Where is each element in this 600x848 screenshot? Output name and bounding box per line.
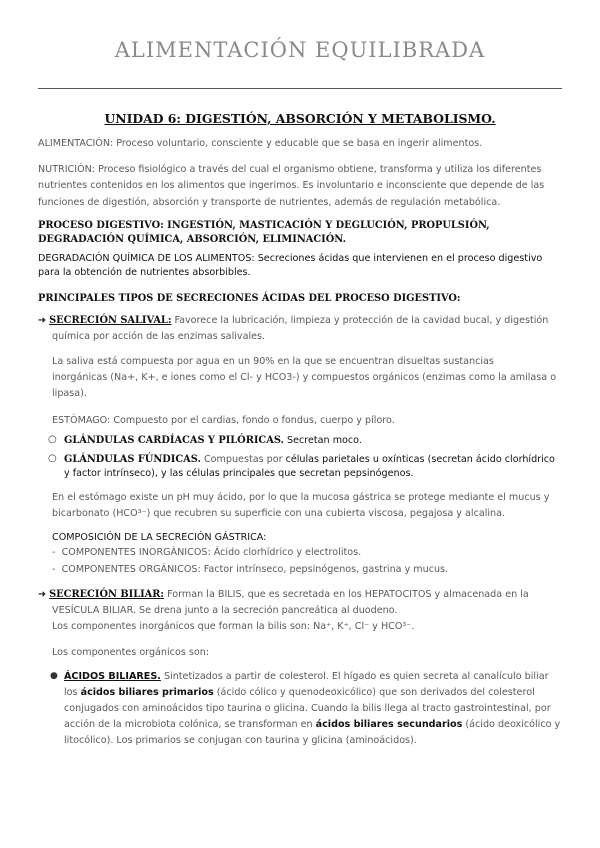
acidos-line-2 <box>64 685 535 700</box>
filled-bullet-icon: ● <box>50 671 58 681</box>
nutricion-line-3: funciones de digestión, absorción y transporte de nutrientes, además de regulación metabólica. <box>38 197 501 208</box>
glandulas-cardiacas <box>64 433 362 448</box>
proceso-heading-line-2: DEGRADACIÓN QUÍMICA, ABSORCIÓN, ELIMINACIÓN. <box>38 234 347 245</box>
acidos-l4c: (ácido deoxicólico y <box>462 719 561 730</box>
degradacion-line-1 <box>38 251 542 266</box>
composicion-item-organicos: - COMPONENTES ORGÁNICOS: Factor intrínseco, pepsinógenos, gastrina y mucus. <box>52 564 449 575</box>
salival-text: Favorece la lubricación, limpieza y protección de la cavidad bucal, y digestión <box>171 315 549 326</box>
principales-heading: PRINCIPALES TIPOS DE SECRECIONES ÁCIDAS DEL PROCESO DIGESTIVO: <box>38 293 461 304</box>
composicion-item-organicos-text: COMPONENTES ORGÁNICOS: Factor intrínseco, pepsinógenos, gastrina y mucus. <box>61 564 449 575</box>
salival-line-1 <box>38 313 548 328</box>
glandulas-fundicas-bold: células parietales u oxínticas (secretan ácido clorhídrico <box>285 454 555 465</box>
hollow-bullet-icon: ○ <box>48 453 57 464</box>
acidos-line-5: litocólico). Los primarios se conjugan con taurina y glicina (aminoácidos). <box>64 735 417 746</box>
nutricion-line-2: nutrientes contenidos en los alimentos que ingerimos. Es involuntario e inconsciente que depende de las <box>38 180 545 191</box>
glandulas-fundicas-line-1 <box>64 452 555 467</box>
saliva-para-line-2: inorgánicas (Na+, K+, e iones como el Cl- y HCO3-) y compuestos orgánicos (enzimas como la amilasa o <box>52 372 557 383</box>
glandulas-cardiacas-label: GLÁNDULAS CARDÍACAS Y PILÓRICAS. <box>64 435 284 446</box>
acidos-primarios: ácidos biliares primarios <box>80 687 214 698</box>
estomago-para-line-1: En el estómago existe un pH muy ácido, por lo que la mucosa gástrica se protege mediante el mucus y <box>52 492 550 503</box>
document-title: ALIMENTACIÓN EQUILIBRADA <box>114 38 486 62</box>
estomago-para-line-2: bicarbonato (HCO³⁻) que recubren su superficie con una cubierta viscosa, pegajosa y alcalina. <box>52 508 506 519</box>
biliar-line-1 <box>38 587 529 602</box>
acidos-label: ÁCIDOS BILIARES. <box>64 671 161 682</box>
saliva-para-line-3: lipasa). <box>52 388 87 399</box>
unit-heading: UNIDAD 6: DIGESTIÓN, ABSORCIÓN Y METABOLISMO. <box>104 111 496 126</box>
proceso-heading-line-1: PROCESO DIGESTIVO: INGESTIÓN, MASTICACIÓN Y DEGLUCIÓN, PROPULSIÓN, <box>38 220 490 231</box>
saliva-para-line-1: La saliva está compuesta por agua en un 90% en la que se encuentran disueltas sustancias <box>52 356 494 367</box>
acidos-secundarios: ácidos biliares secundarios <box>315 719 463 730</box>
degradacion-text: Secreciones ácidas que intervienen en el proceso digestivo <box>254 253 543 264</box>
composicion-item-inorganicos-text: COMPONENTES INORGÁNICOS: Ácido clorhídrico y electrolitos. <box>61 547 362 558</box>
acidos-line-1 <box>64 669 549 684</box>
acidos-line-3: conjugados con aminoácidos tipo taurina o glicina. Cuando la bilis llega al tracto gastrointestinal, por <box>64 703 551 714</box>
alimentacion-definition: ALIMENTACIÓN: Proceso voluntario, consciente y educable que se basa en ingerir alimentos. <box>38 138 483 149</box>
glandulas-fundicas-label: GLÁNDULAS FÚNDICAS. <box>64 454 201 465</box>
nutricion-line-1: NUTRICIÓN: Proceso fisiológico a través del cual el organismo obtiene, transforma y utiliza los diferentes <box>38 164 542 175</box>
salival-label: SECRECIÓN SALIVAL: <box>49 315 172 326</box>
arrow-icon: ➔ <box>38 315 47 326</box>
salival-line-2: química por acción de las enzimas salivales. <box>52 331 266 342</box>
acidos-line-4 <box>64 717 560 732</box>
glandulas-fundicas-text: Compuestas por <box>200 454 286 465</box>
glandulas-fundicas-line-2: y factor intrínseco), y las células principales que secretan pepsinógenos. <box>64 468 414 479</box>
biliar-line-2: VESÍCULA BILIAR. Se drena junto a la secreción pancreática al duodeno. <box>52 605 398 616</box>
acidos-l1: Sintetizados a partir de colesterol. El hígado es quien secreta al canalículo biliar <box>160 671 549 682</box>
composicion-heading: COMPOSICIÓN DE LA SECRECIÓN GÁSTRICA: <box>52 532 267 543</box>
glandulas-cardiacas-text: Secretan moco. <box>283 435 362 446</box>
biliar-text: Forman la BILIS, que es secretada en los HEPATOCITOS y almacenada en la <box>164 589 529 600</box>
title-divider <box>38 88 562 89</box>
acidos-l2a: los <box>64 687 81 698</box>
acidos-l4a: acción de la microbiota colónica, se transforman en <box>64 719 316 730</box>
acidos-l2c: (ácido cólico y quenodeoxicólico) que son derivados del colesterol <box>213 687 535 698</box>
arrow-icon: ➔ <box>38 589 47 600</box>
organicos-intro: Los componentes orgánicos son: <box>52 647 210 658</box>
biliar-label: SECRECIÓN BILIAR: <box>49 589 165 600</box>
biliar-line-3: Los componentes inorgánicos que forman la bilis son: Na⁺, K⁺, Cl⁻ y HCO³⁻. <box>52 621 415 632</box>
degradacion-line-2: para la obtención de nutrientes absorbibles. <box>38 267 251 278</box>
composicion-item-inorganicos: - COMPONENTES INORGÁNICOS: Ácido clorhídrico y electrolitos. <box>52 547 362 558</box>
hollow-bullet-icon: ○ <box>48 434 57 445</box>
degradacion-label: DEGRADACIÓN QUÍMICA DE LOS ALIMENTOS: <box>38 253 255 264</box>
estomago-definition: ESTÓMAGO: Compuesto por el cardias, fondo o fondus, cuerpo y píloro. <box>52 415 395 426</box>
